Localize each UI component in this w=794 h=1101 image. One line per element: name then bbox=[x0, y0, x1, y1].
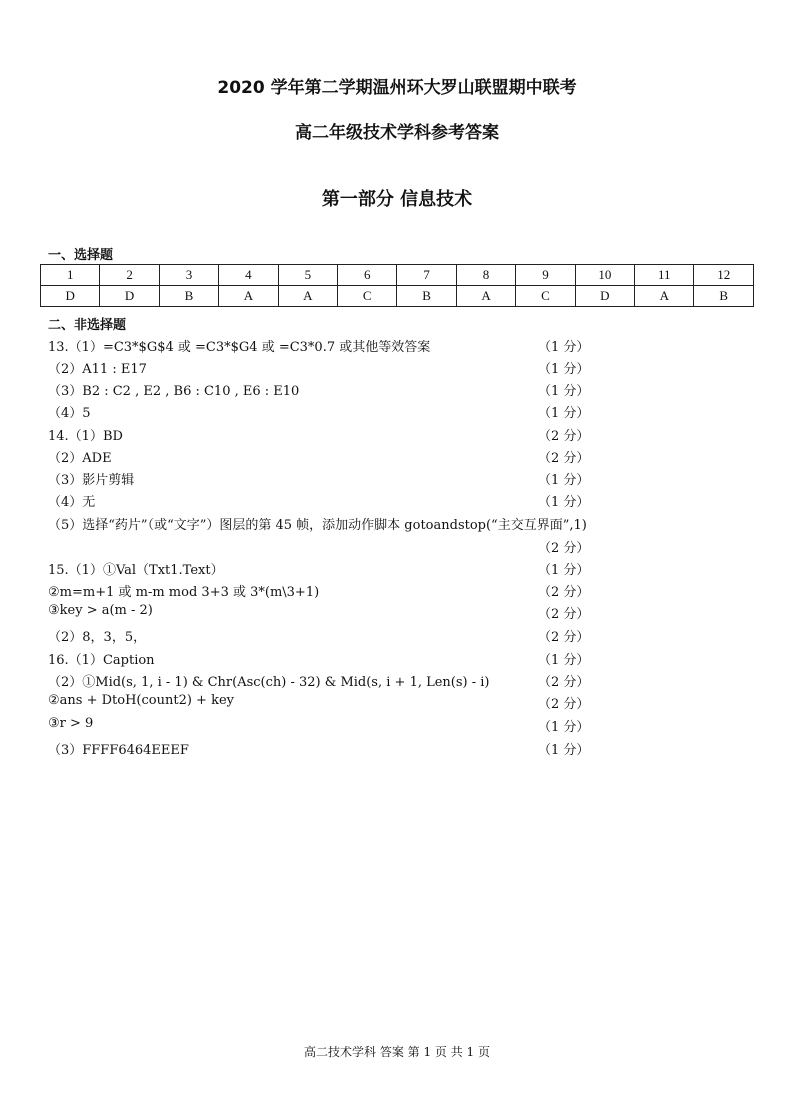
answer-line bbox=[48, 425, 608, 445]
answer-line bbox=[48, 603, 608, 623]
answer-cell: A bbox=[635, 286, 694, 307]
score-label: （2 分） bbox=[538, 541, 590, 556]
answer-line bbox=[48, 402, 608, 422]
score-label: （1 分） bbox=[538, 406, 590, 421]
answer-text: （3）FFFF6464EEEF bbox=[48, 743, 189, 758]
score-label: （1 分） bbox=[538, 495, 590, 510]
score-label: （2 分） bbox=[538, 451, 590, 466]
answer-text: 14.（1）BD bbox=[48, 429, 123, 444]
answer-line bbox=[48, 380, 608, 400]
answer-text: （5）选择“药片”（或“文字”）图层的第 45 帧，添加动作脚本 gotoandstop(“主交互界面”,1) bbox=[48, 518, 587, 533]
document-subtitle: 高二年级技术学科参考答案 bbox=[295, 123, 499, 143]
answer-text: 15.（1）①Val（Txt1.Text） bbox=[48, 563, 224, 578]
answer-row bbox=[41, 286, 754, 307]
answer-text: （2）①Mid(s, 1, i - 1) & Chr(Asc(ch) - 32) & Mid(s, i + 1, Len(s) - i) bbox=[48, 675, 490, 690]
score-label: （2 分） bbox=[538, 429, 590, 444]
answer-line bbox=[48, 739, 608, 759]
question-number: 3 bbox=[159, 265, 218, 286]
answer-line bbox=[48, 559, 608, 579]
section-heading-nonchoice: 二、非选择题 bbox=[48, 318, 127, 333]
score-label: （1 分） bbox=[538, 362, 590, 377]
question-number: 7 bbox=[397, 265, 456, 286]
page-footer: 高二技术学科 答案 第 1 页 共 1 页 bbox=[304, 1045, 490, 1059]
answer-cell: D bbox=[41, 286, 100, 307]
question-number: 9 bbox=[516, 265, 575, 286]
section-heading-choice: 一、选择题 bbox=[48, 248, 114, 263]
score-label: （1 分） bbox=[538, 340, 590, 355]
answer-line bbox=[48, 447, 608, 467]
question-number: 1 bbox=[41, 265, 100, 286]
answer-line bbox=[48, 581, 608, 601]
answer-text: 16.（1）Caption bbox=[48, 653, 155, 668]
answer-text: ②m=m+1 或 m-m mod 3+3 或 3*(m\3+1) bbox=[48, 585, 320, 600]
score-label: （2 分） bbox=[538, 585, 590, 600]
answer-cell: A bbox=[278, 286, 337, 307]
answer-line bbox=[48, 626, 608, 646]
answer-text: ③key > a(m - 2) bbox=[48, 603, 153, 618]
answer-text: （4）无 bbox=[48, 495, 96, 510]
answer-line bbox=[48, 716, 608, 736]
question-number: 2 bbox=[100, 265, 159, 286]
answer-line bbox=[48, 649, 608, 669]
question-number: 5 bbox=[278, 265, 337, 286]
score-label: （2 分） bbox=[538, 675, 590, 690]
question-number: 12 bbox=[694, 265, 754, 286]
answer-cell: A bbox=[219, 286, 278, 307]
answer-line bbox=[48, 491, 608, 511]
question-number: 11 bbox=[635, 265, 694, 286]
answer-cell: C bbox=[516, 286, 575, 307]
answer-text: ③r > 9 bbox=[48, 716, 94, 731]
question-number: 8 bbox=[456, 265, 515, 286]
answer-table bbox=[40, 264, 754, 307]
answer-cell: D bbox=[100, 286, 159, 307]
answer-text: （3）影片剪辑 bbox=[48, 473, 135, 488]
question-number: 4 bbox=[219, 265, 278, 286]
answer-text: ②ans + DtoH(count2) + key bbox=[48, 693, 234, 708]
score-label: （1 分） bbox=[538, 563, 590, 578]
answer-cell: D bbox=[575, 286, 634, 307]
answer-line bbox=[48, 336, 608, 356]
answer-text: （2）ADE bbox=[48, 451, 112, 466]
score-label: （1 分） bbox=[538, 473, 590, 488]
answer-cell: A bbox=[456, 286, 515, 307]
answer-cell: B bbox=[159, 286, 218, 307]
answer-text: （4）5 bbox=[48, 406, 91, 421]
answer-text: 13.（1）=C3*$G$4 或 =C3*$G4 或 =C3*0.7 或其他等效答案 bbox=[48, 340, 431, 355]
answer-text: （3）B2 : C2 , E2 , B6 : C10 , E6 : E10 bbox=[48, 384, 300, 399]
score-label: （1 分） bbox=[538, 384, 590, 399]
answer-cell: B bbox=[397, 286, 456, 307]
question-number: 10 bbox=[575, 265, 634, 286]
score-label: （2 分） bbox=[538, 697, 590, 712]
answer-line bbox=[48, 537, 608, 557]
question-number-row bbox=[41, 265, 754, 286]
answer-text: （2）A11 : E17 bbox=[48, 362, 147, 377]
answer-line bbox=[48, 693, 608, 713]
answer-text: （2）8，3，5， bbox=[48, 630, 147, 645]
answer-line bbox=[48, 358, 608, 378]
answer-line bbox=[48, 671, 608, 691]
answer-cell: C bbox=[338, 286, 397, 307]
part-heading: 第一部分 信息技术 bbox=[321, 189, 473, 210]
score-label: （1 分） bbox=[538, 743, 590, 758]
document-title: 2020 学年第二学期温州环大罗山联盟期中联考 bbox=[217, 78, 577, 98]
answer-line bbox=[48, 514, 608, 534]
score-label: （2 分） bbox=[538, 607, 590, 622]
answer-line bbox=[48, 469, 608, 489]
answer-cell: B bbox=[694, 286, 754, 307]
score-label: （1 分） bbox=[538, 720, 590, 735]
score-label: （1 分） bbox=[538, 653, 590, 668]
score-label: （2 分） bbox=[538, 630, 590, 645]
question-number: 6 bbox=[338, 265, 397, 286]
